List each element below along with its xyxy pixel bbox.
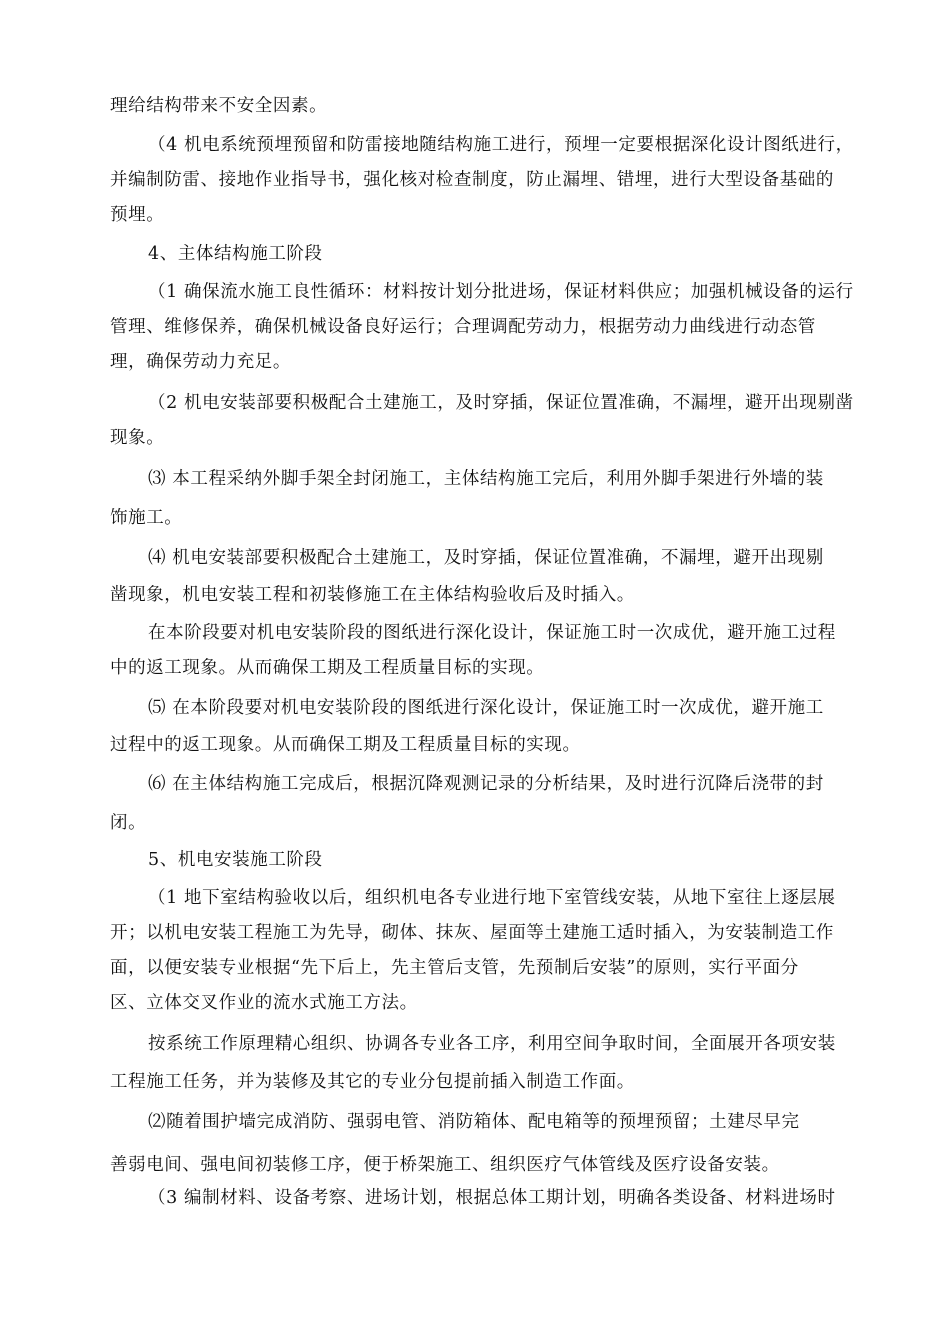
text-line: 理给结构带来不安全因素。 — [110, 96, 328, 116]
text-line: （1 确保流水施工良性循环：材料按计划分批进场，保证材料供应；加强机械设备的运行 — [148, 282, 854, 302]
text-line: ⑶ 本工程采纳外脚手架全封闭施工，主体结构施工完后，利用外脚手架进行外墙的装 — [148, 469, 824, 489]
text-line: 并编制防雷、接地作业指导书，强化核对检查制度，防止漏埋、错埋，进行大型设备基础的 — [110, 170, 834, 190]
text-line: （1 地下室结构验收以后，组织机电各专业进行地下室管线安装，从地下室往上逐层展 — [148, 888, 836, 908]
text-line: ⑵随着围护墙完成消防、强弱电管、消防箱体、配电箱等的预埋预留；土建尽早完 — [148, 1112, 800, 1132]
text-line: 现象。 — [110, 428, 165, 448]
text-line: 工程施工任务，并为装修及其它的专业分包提前插入制造工作面。 — [110, 1072, 635, 1092]
text-line: 中的返工现象。从而确保工期及工程质量目标的实现。 — [110, 658, 545, 678]
text-line: 按系统工作原理精心组织、协调各专业各工序，利用空间争取时间，全面展开各项安装 — [148, 1034, 836, 1054]
text-line: 过程中的返工现象。从而确保工期及工程质量目标的实现。 — [110, 735, 581, 755]
text-line: 凿现象，机电安装工程和初装修施工在主体结构验收后及时插入。 — [110, 585, 635, 605]
text-line: 预埋。 — [110, 205, 165, 225]
section-heading: 5、机电安装施工阶段 — [148, 850, 323, 870]
section-heading: 4、主体结构施工阶段 — [148, 244, 323, 264]
text-line: ⑸ 在本阶段要对机电安装阶段的图纸进行深化设计，保证施工时一次成优，避开施工 — [148, 698, 824, 718]
text-line: 区、立体交叉作业的流水式施工方法。 — [110, 993, 418, 1013]
text-line: （3 编制材料、设备考察、进场计划，根据总体工期计划，明确各类设备、材料进场时 — [148, 1188, 836, 1208]
text-line: 善弱电间、强电间初装修工序，便于桥架施工、组织医疗气体管线及医疗设备安装。 — [110, 1155, 780, 1175]
text-line: 饰施工。 — [110, 508, 183, 528]
text-line: 理，确保劳动力充足。 — [110, 352, 291, 372]
text-line: ⑹ 在主体结构施工完成后，根据沉降观测记录的分析结果，及时进行沉降后浇带的封 — [148, 774, 824, 794]
text-line: （4 机电系统预埋预留和防雷接地随结构施工进行，预埋一定要根据深化设计图纸进行， — [148, 135, 854, 155]
text-line: 管理、维修保养，确保机械设备良好运行；合理调配劳动力，根据劳动力曲线进行动态管 — [110, 317, 816, 337]
text-line: 在本阶段要对机电安装阶段的图纸进行深化设计，保证施工时一次成优，避开施工过程 — [148, 623, 836, 643]
text-line: ⑷ 机电安装部要积极配合土建施工，及时穿插，保证位置准确，不漏埋，避开出现剔 — [148, 548, 824, 568]
text-line: 闭。 — [110, 813, 147, 833]
text-line: 开；以机电安装工程施工为先导，砌体、抹灰、屋面等土建施工适时插入，为安装制造工作 — [110, 923, 834, 943]
text-line: 面，以便安装专业根据“先下后上，先主管后支管，先预制后安装”的原则，实行平面分 — [110, 958, 799, 978]
text-line: （2 机电安装部要积极配合土建施工，及时穿插，保证位置准确，不漏埋，避开出现剔凿 — [148, 393, 854, 413]
